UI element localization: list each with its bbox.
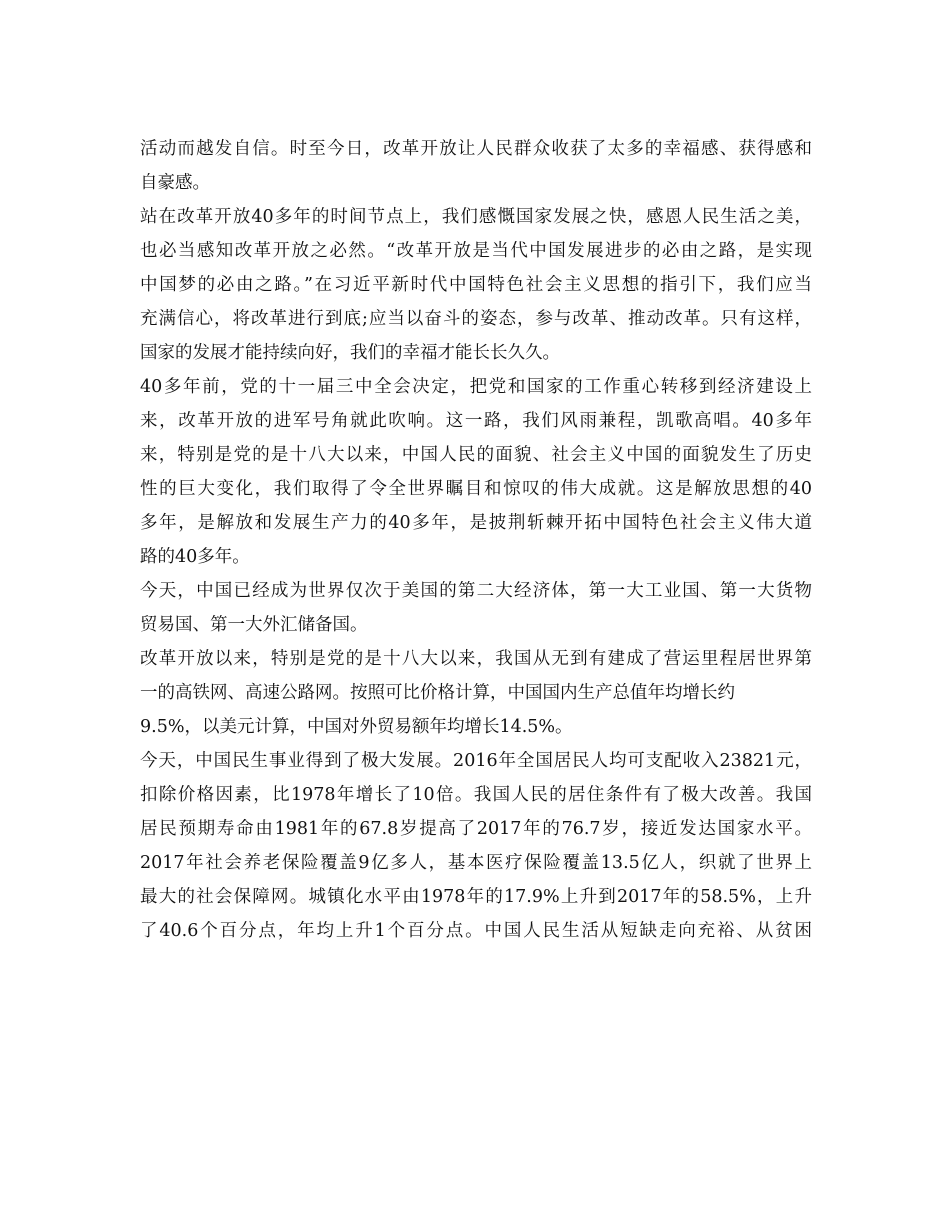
text-line: 9.5%，以美元计算，中国对外贸易额年均增长14.5%。 xyxy=(140,717,573,737)
text-line: 2017年社会养老保险覆盖9亿多人，基本医疗保险覆盖13.5亿人，织就了世界上 xyxy=(140,853,812,873)
text-line: 性的巨大变化，我们取得了令全世界瞩目和惊叹的伟大成就。这是解放思想的40 xyxy=(140,479,812,499)
text-line: 国家的发展才能持续向好，我们的幸福才能长长久久。 xyxy=(140,343,560,363)
text-line: 扣除价格因素，比1978年增长了10倍。我国人民的居住条件有了极大改善。我国 xyxy=(140,785,812,805)
text-line: 来，改革开放的进军号角就此吹响。这一路，我们风雨兼程，凯歌高唱。40多年 xyxy=(140,411,812,431)
text-line: 今天，中国已经成为世界仅次于美国的第二大经济体，第一大工业国、第一大货物 xyxy=(140,581,812,601)
text-line: 了40.6个百分点，年均上升1个百分点。中国人民生活从短缺走向充裕、从贫困 xyxy=(140,921,812,941)
text-line: 站在改革开放40多年的时间节点上，我们感慨国家发展之快，感恩人民生活之美， xyxy=(140,207,812,227)
text-line: 40多年前，党的十一届三中全会决定，把党和国家的工作重心转移到经济建设上 xyxy=(140,377,812,397)
document-body xyxy=(140,132,812,948)
text-line: 一的高铁网、高速公路网。按照可比价格计算，中国国内生产总值年均增长约 xyxy=(140,683,735,703)
text-line: 充满信心，将改革进行到底;应当以奋斗的姿态，参与改革、推动改革。只有这样， xyxy=(140,309,812,329)
text-line: 最大的社会保障网。城镇化水平由1978年的17.9%上升到2017年的58.5%，上升 xyxy=(140,887,812,907)
text-line: 今天，中国民生事业得到了极大发展。2016年全国居民人均可支配收入23821元， xyxy=(140,751,812,771)
text-line: 居民预期寿命由1981年的67.8岁提高了2017年的76.7岁，接近发达国家水平。 xyxy=(140,819,812,839)
text-line: 中国梦的必由之路。”在习近平新时代中国特色社会主义思想的指引下，我们应当 xyxy=(140,275,812,295)
text-line: 来，特别是党的是十八大以来，中国人民的面貌、社会主义中国的面貌发生了历史 xyxy=(140,445,812,465)
text-line: 也必当感知改革开放之必然。“改革开放是当代中国发展进步的必由之路，是实现 xyxy=(140,241,812,261)
text-line: 贸易国、第一大外汇储备国。 xyxy=(140,615,368,635)
text-line: 路的40多年。 xyxy=(140,547,250,567)
text-line: 活动而越发自信。时至今日，改革开放让人民群众收获了太多的幸福感、获得感和 xyxy=(140,139,812,159)
text-line: 自豪感。 xyxy=(140,173,210,193)
text-line: 多年，是解放和发展生产力的40多年，是披荆斩棘开拓中国特色社会主义伟大道 xyxy=(140,513,812,533)
text-line: 改革开放以来，特别是党的是十八大以来，我国从无到有建成了营运里程居世界第 xyxy=(140,649,812,669)
